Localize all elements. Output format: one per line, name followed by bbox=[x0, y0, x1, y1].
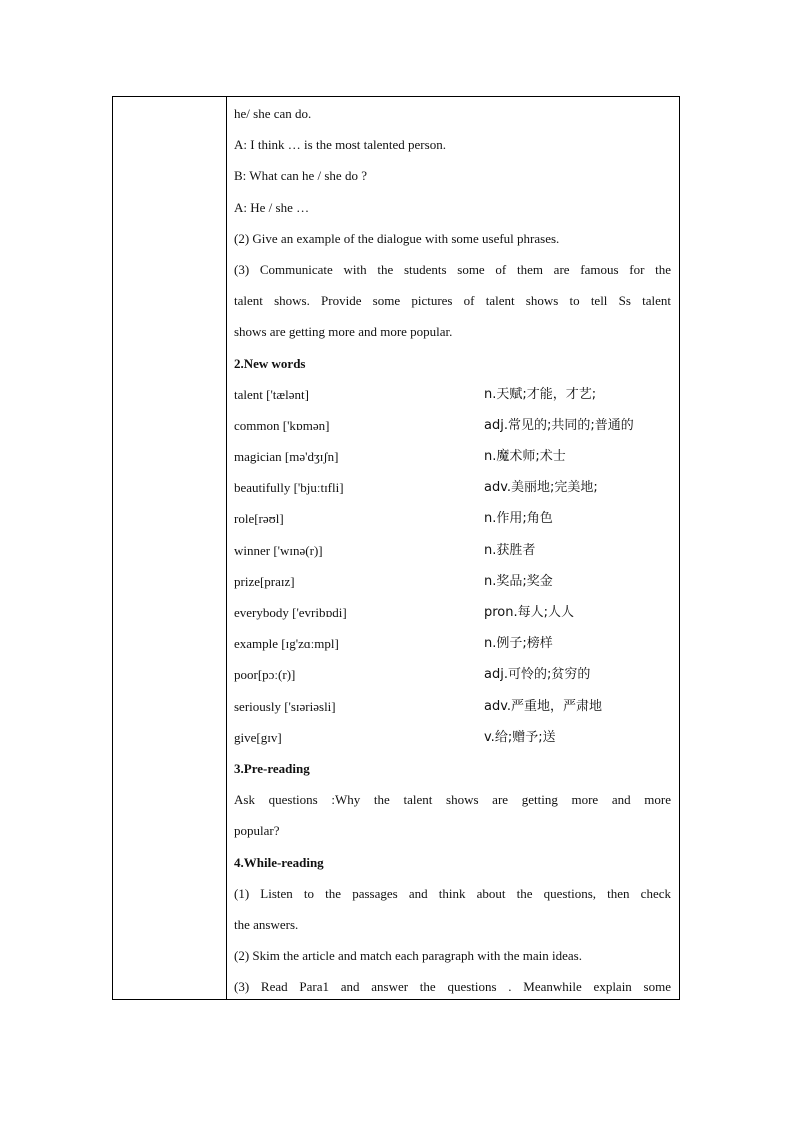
word-english: everybody ['evribɒdi] bbox=[234, 605, 347, 620]
pre-reading-line: Ask questions :Why the talent shows are getting more and more bbox=[234, 792, 671, 808]
while-reading-line: the answers. bbox=[234, 916, 299, 932]
step-line: talent shows. Provide some pictures of talent shows to tell Ss talent bbox=[234, 293, 671, 309]
word-row bbox=[234, 472, 671, 503]
word-english: poor[pɔː(r)] bbox=[234, 667, 296, 683]
word-row bbox=[234, 659, 671, 690]
step-line: (2) Give an example of the dialogue with some useful phrases. bbox=[234, 230, 560, 246]
dialogue-line: A: He / she … bbox=[234, 199, 310, 215]
word-chinese: n.魔术师;术士 bbox=[484, 449, 566, 465]
step-line: (3) Communicate with the students some of them are famous for the bbox=[234, 261, 671, 277]
word-chinese: adv.严重地，严肃地 bbox=[484, 698, 603, 714]
word-row bbox=[234, 441, 671, 472]
word-english: winner ['wɪnə(r)] bbox=[234, 542, 323, 558]
word-row bbox=[234, 503, 671, 534]
word-row bbox=[234, 410, 671, 441]
word-english: talent ['tælənt] bbox=[234, 386, 309, 402]
word-chinese: n.例子;榜样 bbox=[484, 636, 553, 652]
dialogue-line: A: I think … is the most talented person. bbox=[234, 137, 446, 153]
section-heading-while-reading: 4.While-reading bbox=[234, 854, 324, 870]
while-reading-line: (1) Listen to the passages and think about the questions, then check bbox=[234, 885, 671, 901]
section-heading-pre-reading: 3.Pre-reading bbox=[234, 760, 310, 776]
word-english: prize[praɪz] bbox=[234, 573, 295, 589]
word-row bbox=[234, 535, 671, 566]
word-english: magician [mə'dʒɪʃn] bbox=[234, 449, 339, 465]
word-chinese: n.作用;角色 bbox=[484, 511, 553, 527]
word-english: seriously ['sɪəriəsli] bbox=[234, 698, 336, 714]
word-english: example [ɪg'zɑːmpl] bbox=[234, 636, 339, 652]
pre-reading-line: popular? bbox=[234, 823, 280, 839]
step-line: shows are getting more and more popular. bbox=[234, 324, 453, 340]
word-chinese: adj.常见的;共同的;普通的 bbox=[484, 417, 634, 433]
dialogue-line: B: What can he / she do ? bbox=[234, 168, 367, 184]
word-chinese: adv.美丽地;完美地; bbox=[484, 480, 598, 496]
word-chinese: n.天赋;才能，才艺; bbox=[484, 386, 597, 402]
word-chinese: adj.可怜的;贫穷的 bbox=[484, 667, 591, 683]
word-english: beautifully ['bjuːtɪfli] bbox=[234, 480, 344, 496]
section-heading-new-words: 2.New words bbox=[234, 355, 306, 371]
word-row bbox=[234, 379, 671, 410]
while-reading-line: (3) Read Para1 and answer the questions . Meanwhile explain some bbox=[234, 979, 671, 995]
word-chinese: v.给;赠予;送 bbox=[484, 729, 556, 745]
lesson-table bbox=[112, 96, 680, 1000]
word-row bbox=[234, 566, 671, 597]
left-column-cell bbox=[113, 97, 227, 999]
word-row bbox=[234, 597, 671, 628]
word-row bbox=[234, 628, 671, 659]
word-row bbox=[234, 691, 671, 722]
while-reading-line: (2) Skim the article and match each paragraph with the main ideas. bbox=[234, 948, 582, 964]
content-cell bbox=[226, 97, 679, 999]
word-english: common ['kɒmən] bbox=[234, 417, 330, 433]
word-english: give[gɪv] bbox=[234, 729, 282, 745]
word-english: role[rəʊl] bbox=[234, 511, 284, 527]
text-line: he/ she can do. bbox=[234, 106, 312, 121]
word-chinese: pron.每人;人人 bbox=[484, 605, 575, 620]
word-chinese: n.获胜者 bbox=[484, 542, 536, 558]
word-chinese: n.奖品;奖金 bbox=[484, 573, 553, 589]
word-row bbox=[234, 722, 671, 753]
lesson-content bbox=[234, 98, 671, 1002]
